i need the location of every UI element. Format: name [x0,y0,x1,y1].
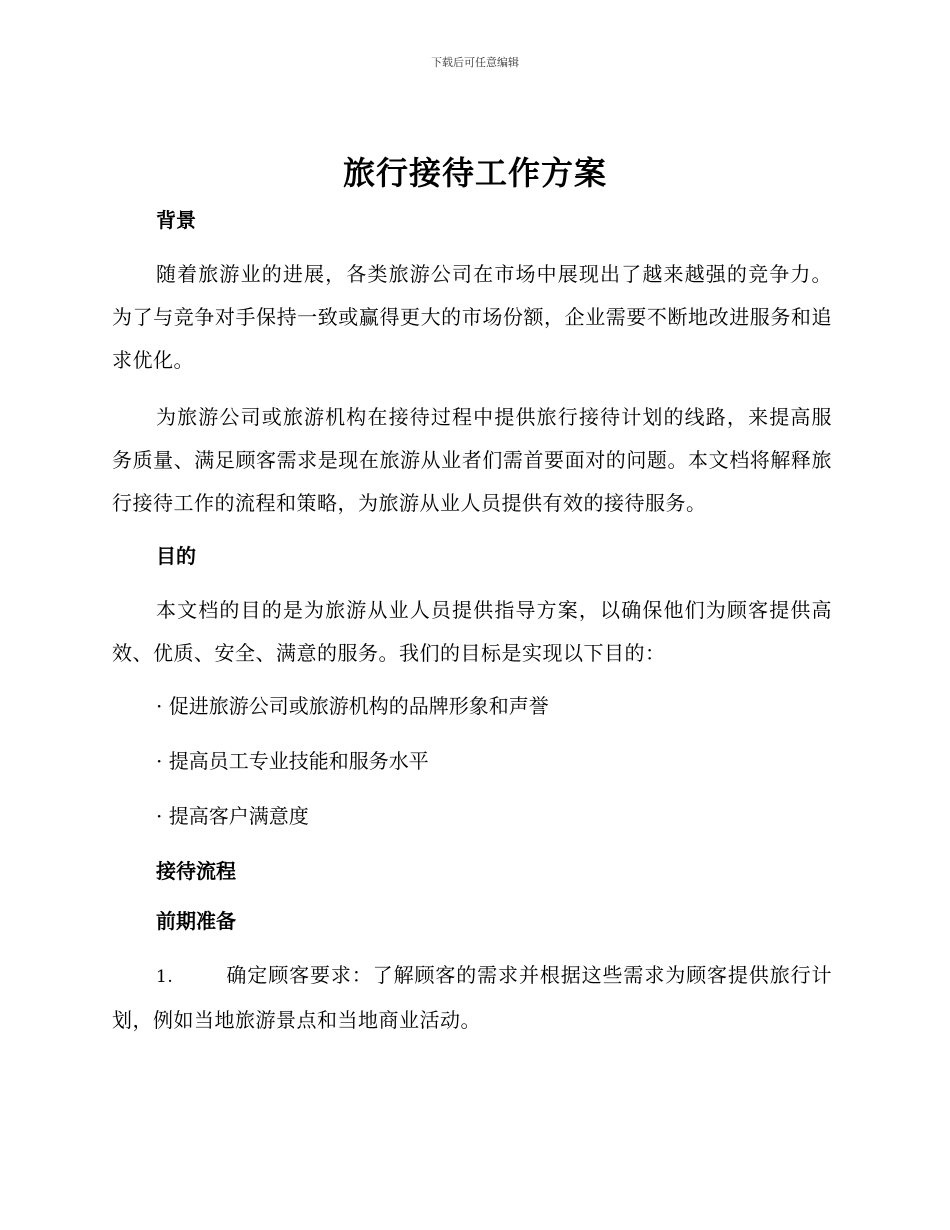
numbered-item-1 [112,954,832,1042]
heading-background: 背景 [156,208,196,232]
paragraph-purpose: 本文档的目的是为旅游从业人员提供指导方案，以确保他们为顾客提供高效、优质、安全、满意的服务。我们的目标是实现以下目的： [112,598,832,665]
document-title: 旅行接待工作方案 [342,154,607,192]
heading-process: 接待流程 [156,859,236,883]
heading-purpose: 目的 [156,544,196,568]
bullet-item: · 提高客户满意度 [156,804,309,828]
list-number: 1. [156,967,174,987]
paragraph-background-1: 随着旅游业的进展，各类旅游公司在市场中展现出了越来越强的竞争力。为了与竞争对手保持一致或赢得更大的市场份额，企业需要不断地改进服务和追求优化。 [112,262,832,372]
bullet-item: · 促进旅游公司或旅游机构的品牌形象和声誉 [156,694,549,718]
bullet-item: · 提高员工专业技能和服务水平 [156,749,429,773]
heading-preparation: 前期准备 [156,909,236,933]
page-header: 下载后可任意编辑 [431,56,519,69]
paragraph-background-2: 为旅游公司或旅游机构在接待过程中提供旅行接待计划的线路，来提高服务质量、满足顾客需求是现在旅游从业者们需首要面对的问题。本文档将解释旅行接待工作的流程和策略，为旅游从业人员提供有效的接待服务。 [112,405,832,515]
list-item-text: 确定顾客要求：了解顾客的需求并根据这些需求为顾客提供旅行计划，例如当地旅游景点和当地商业活动。 [112,963,832,1032]
document-body [112,203,832,1042]
